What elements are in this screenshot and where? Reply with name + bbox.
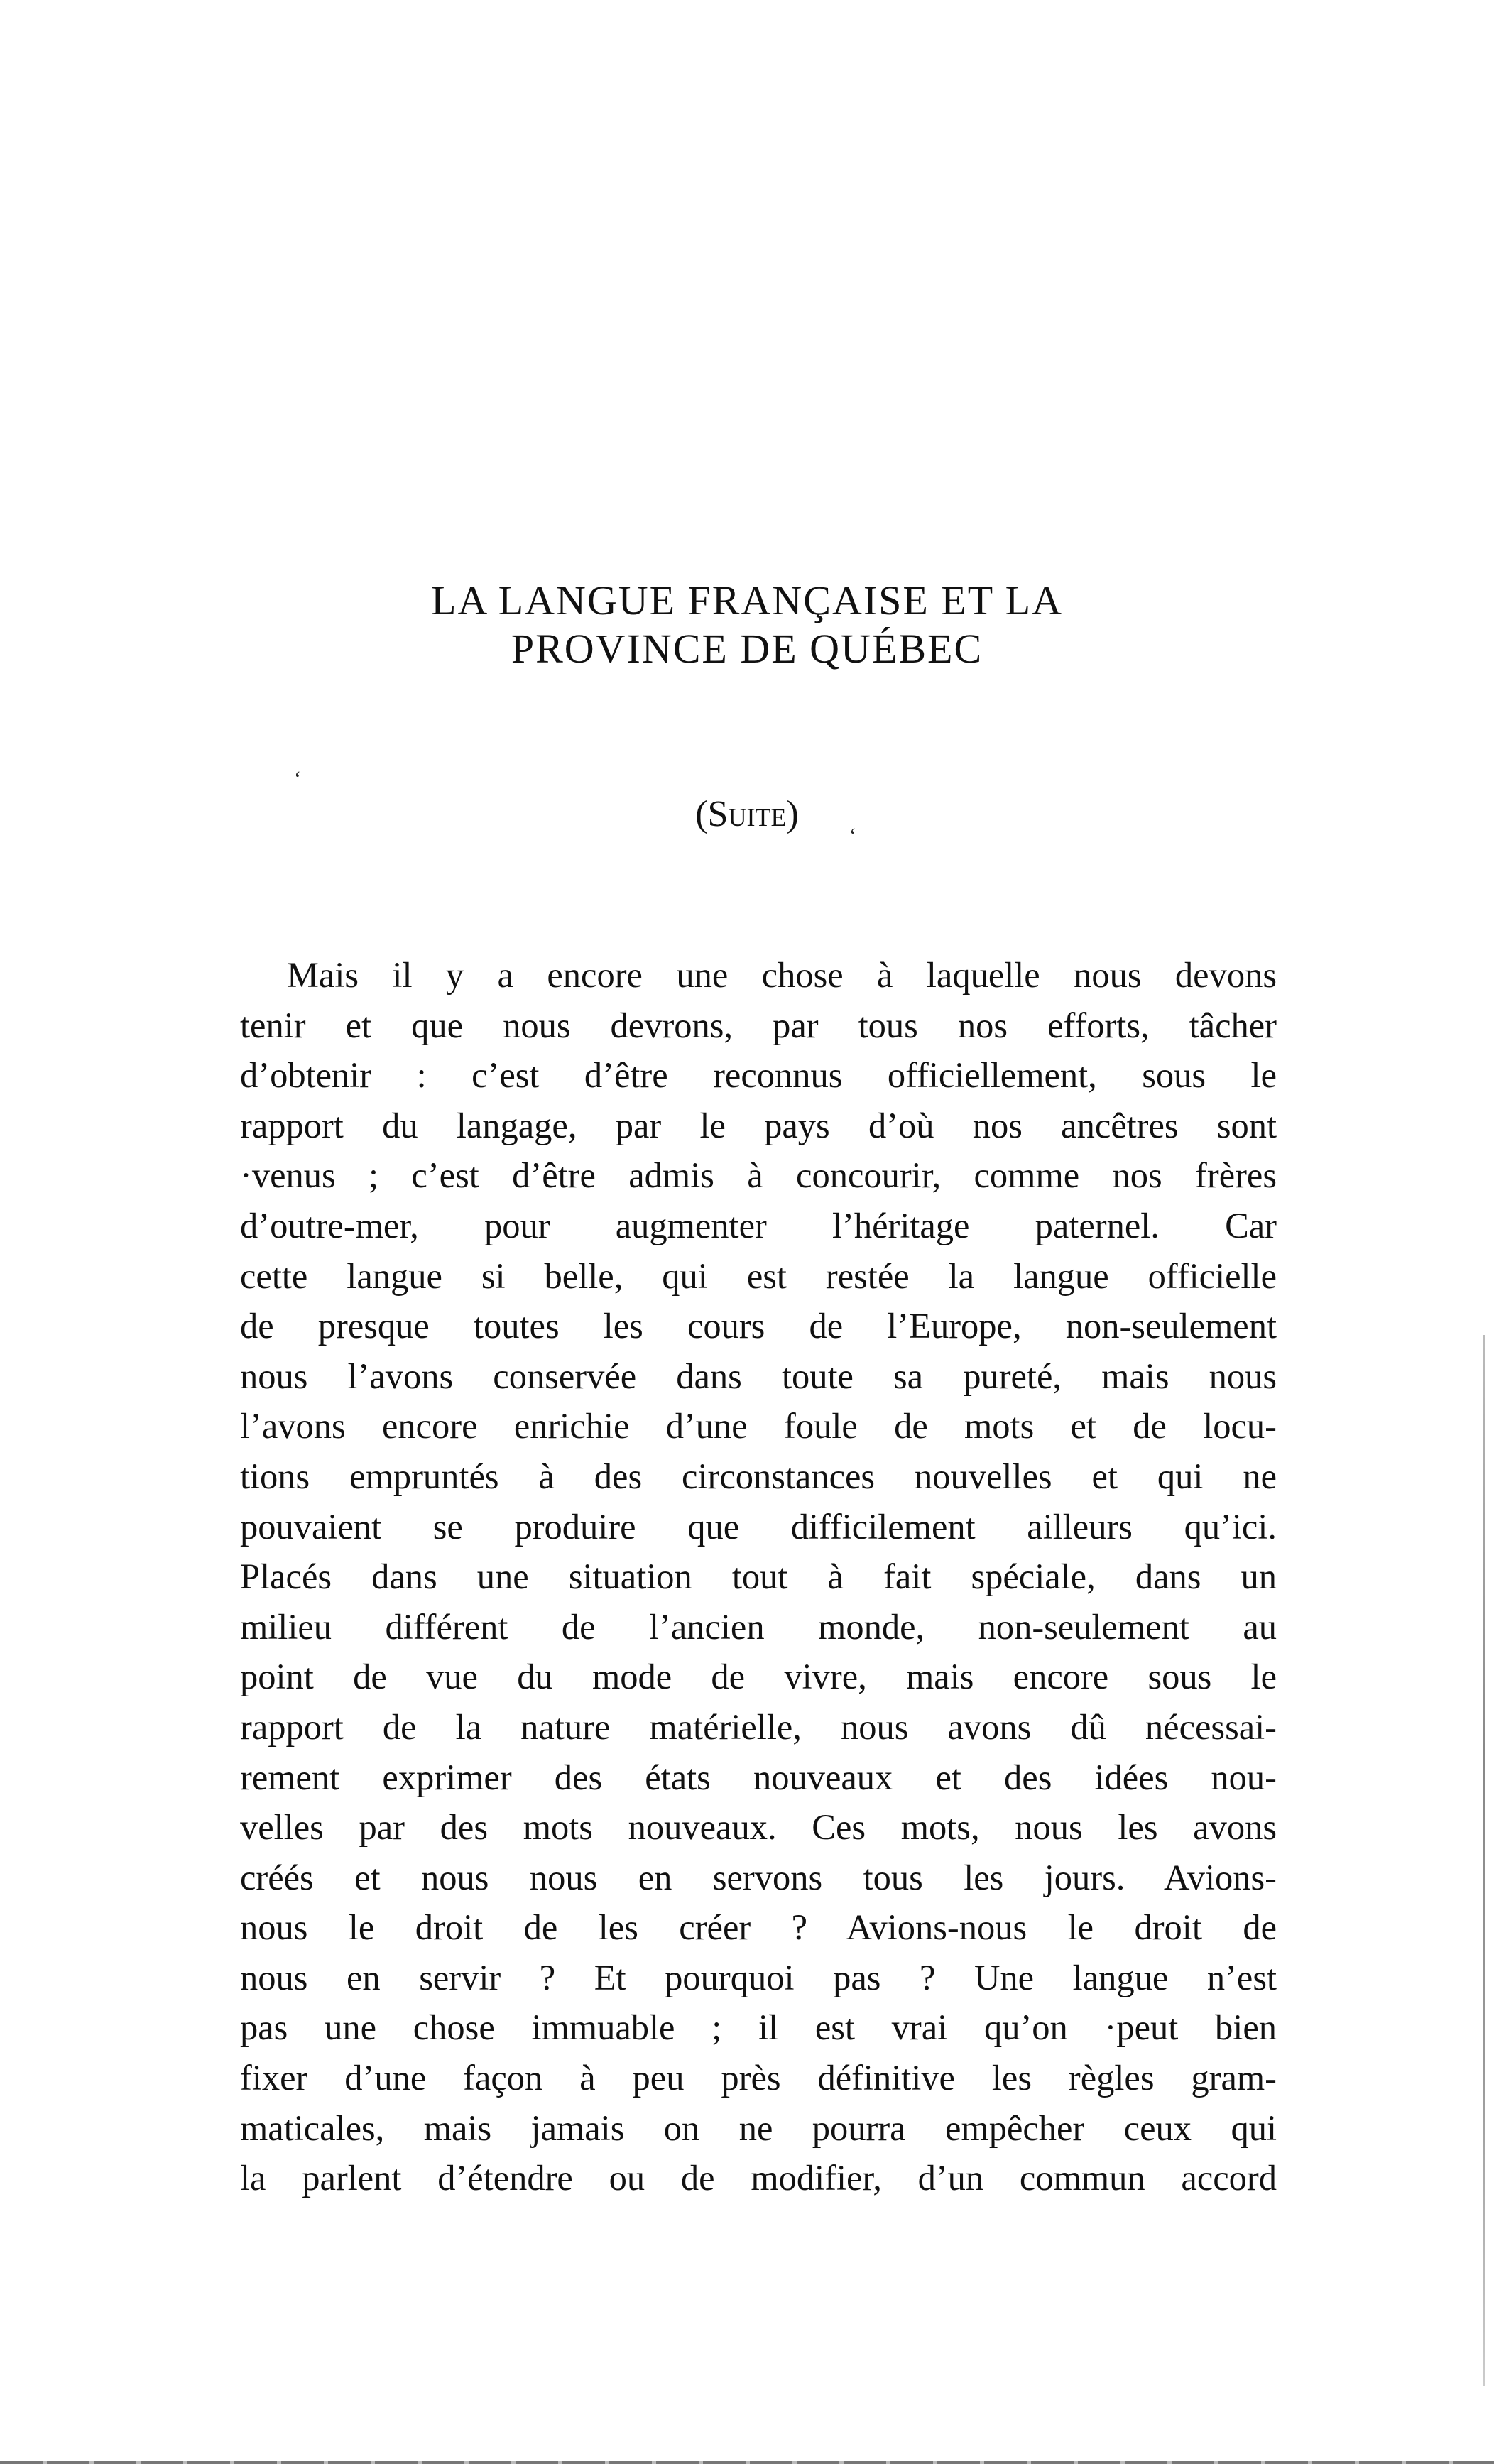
- page-edge-shadow: [1483, 1335, 1485, 2386]
- text-line: pouvaient se produire que difficilement ailleurs qu’ici.: [240, 1506, 1277, 1547]
- text-line: ·venus ; c’est d’être admis à concourir, comme nos frères: [240, 1155, 1277, 1196]
- chapter-title-line-2: PROVINCE DE QUÉBEC: [511, 626, 983, 672]
- text-line: cette langue si belle, qui est restée la langue officielle: [240, 1255, 1277, 1296]
- text-line: rapport de la nature matérielle, nous avons dû nécessai-: [240, 1706, 1277, 1747]
- text-line: l’avons encore enrichie d’une foule de mots et de locu-: [240, 1406, 1277, 1446]
- chapter-subtitle: [0, 792, 1494, 837]
- text-line: velles par des mots nouveaux. Ces mots, nous les avons: [240, 1807, 1277, 1848]
- print-speck: ʻ: [849, 824, 856, 847]
- text-line: pas une chose immuable ; il est vrai qu’on ·peut bien: [240, 2007, 1277, 2048]
- text-line: tions empruntés à des circonstances nouvelles et qui ne: [240, 1456, 1277, 1496]
- text-line: d’outre-mer, pour augmenter l’héritage paternel. Car: [240, 1205, 1277, 1245]
- text-line: fixer d’une façon à peu près définitive les règles gram-: [240, 2058, 1277, 2098]
- text-line: créés et nous nous en servons tous les jours. Avions-: [240, 1857, 1277, 1897]
- text-line: nous le droit de les créer ? Avions-nous le droit de: [240, 1907, 1277, 1948]
- text-line: d’obtenir : c’est d’être reconnus officiellement, sous le: [240, 1055, 1277, 1096]
- text-line: Mais il y a encore une chose à laquelle nous devons: [287, 955, 1277, 995]
- text-line: point de vue du mode de vivre, mais encore sous le: [240, 1657, 1277, 1697]
- body-paragraph: [240, 950, 1277, 2203]
- text-line: maticales, mais jamais on ne pourra empêcher ceux qui: [240, 2108, 1277, 2148]
- subtitle-close-paren: ): [786, 794, 799, 834]
- text-line: milieu différent de l’ancien monde, non-seulement au: [240, 1606, 1277, 1647]
- chapter-title-line-1: LA LANGUE FRANÇAISE ET LA: [431, 577, 1063, 623]
- chapter-title: [0, 577, 1494, 673]
- print-speck: ʻ: [294, 767, 301, 790]
- page-bottom-edge: [0, 2461, 1494, 2464]
- text-line: nous l’avons conservée dans toute sa pureté, mais nous: [240, 1356, 1277, 1396]
- text-line: nous en servir ? Et pourquoi pas ? Une langue n’est: [240, 1957, 1277, 1997]
- text-line: tenir et que nous devrons, par tous nos efforts, tâcher: [240, 1005, 1277, 1045]
- subtitle-word: Suite: [707, 794, 787, 834]
- text-line: rapport du langage, par le pays d’où nos ancêtres sont: [240, 1105, 1277, 1145]
- text-line: la parlent d’étendre ou de modifier, d’un commun accord: [240, 2158, 1277, 2198]
- text-line: rement exprimer des états nouveaux et des idées nou-: [240, 1757, 1277, 1797]
- text-line: de presque toutes les cours de l’Europe, non-seulement: [240, 1306, 1277, 1346]
- subtitle-open-paren: (: [695, 794, 708, 834]
- text-line: Placés dans une situation tout à fait spéciale, dans un: [240, 1557, 1277, 1597]
